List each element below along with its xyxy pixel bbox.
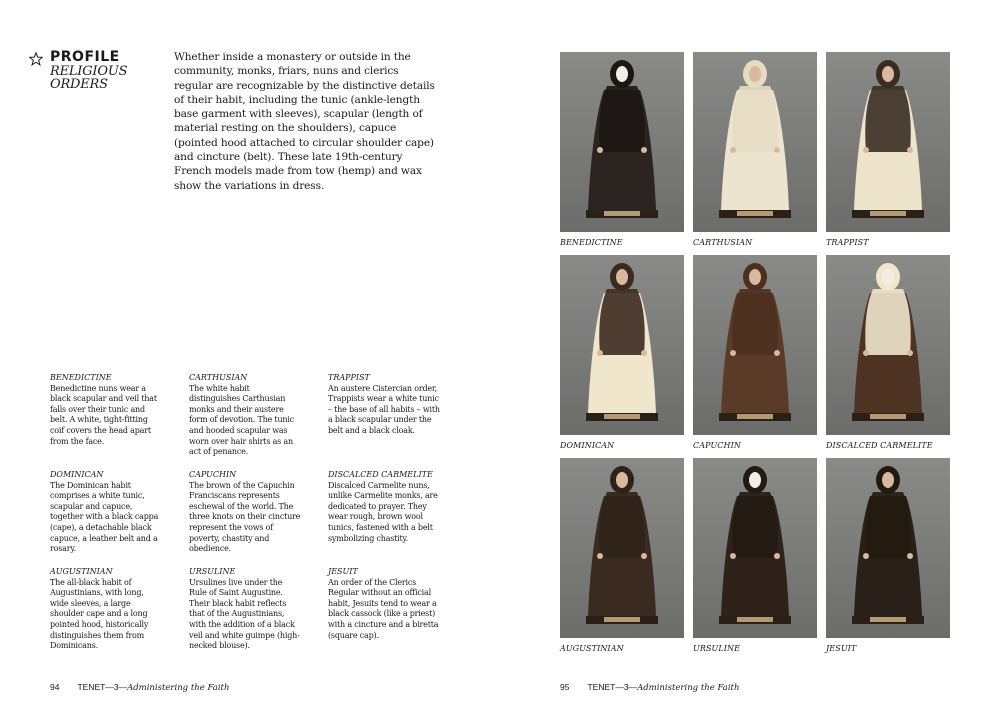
entry-title: AUGUSTINIAN: [50, 567, 113, 576]
entry-title: URSULINE: [189, 567, 236, 576]
figure-caption: CARTHUSIAN: [693, 238, 753, 247]
entry-dominican: [50, 470, 189, 567]
scapular: [599, 492, 644, 558]
figure-caption: TRAPPIST: [826, 238, 869, 247]
entry-title: DISCALCED CARMELITE: [328, 470, 433, 479]
figurine-illustration: [560, 458, 684, 638]
entry-text: The brown of the Capuchin Franciscans represents eschewal of the world. The three knots on their cincture represent the vows of poverty, chastity and obedience.: [189, 480, 301, 554]
entry-capuchin: [189, 470, 328, 567]
entry-discalced-carmelite: [328, 470, 450, 567]
section-label: PROFILE: [50, 49, 120, 65]
running-head: TENET—3—Administering the Faith: [77, 682, 230, 693]
figure-photo: [693, 52, 817, 232]
stand-plaque: [737, 617, 773, 622]
hand: [730, 553, 736, 559]
face: [616, 472, 628, 488]
figure-caption: AUGUSTINIAN: [560, 644, 624, 653]
figure-photo: [826, 52, 950, 232]
stand-plaque: [870, 211, 906, 216]
hand: [730, 350, 736, 356]
face: [882, 66, 894, 82]
figurine-illustration: [693, 255, 817, 435]
figure-grid: [560, 52, 950, 661]
scapular: [599, 289, 644, 355]
scapular: [732, 492, 777, 558]
hand: [907, 553, 913, 559]
scapular: [732, 289, 777, 355]
intro-paragraph: Whether inside a monastery or outside in the community, monks, friars, nuns and clerics regular are recognizable by the distinctive details of their habit, including the tunic (ankle-length base garment with sleeves), scapular (length of material resting on the shoulders), capuce (pointed hood attached to circular shoulder cape) and cincture (belt). These late 19th-century French models made from tow (hemp) and wax show the variations in dress.: [174, 51, 435, 192]
hand: [597, 553, 603, 559]
entry-augustinian: [50, 567, 189, 657]
hand: [863, 147, 869, 153]
section-subtitle: RELIGIOUS ORDERS: [50, 64, 128, 92]
entry-benedictine: [50, 373, 189, 470]
folio-right: [560, 682, 739, 693]
stand-plaque: [870, 617, 906, 622]
entry-text: Benedictine nuns wear a black scapular and veil that falls over their tunic and belt. A white, tight-fitting coif covers the head apart from the face.: [50, 383, 157, 446]
star-icon: [29, 52, 43, 66]
figure-photo: [826, 255, 950, 435]
stand-plaque: [604, 617, 640, 622]
figure-photo: [693, 458, 817, 638]
figure-caption: CAPUCHIN: [693, 441, 741, 450]
hand: [597, 350, 603, 356]
scapular: [865, 289, 910, 355]
face: [749, 269, 761, 285]
scapular: [599, 86, 644, 152]
entry-text: The white habit distinguishes Carthusian monks and their austere form of devotion. The tunic and hooded scapular was worn over hair shirts as an act of penance.: [189, 383, 294, 457]
figurine-illustration: [826, 458, 950, 638]
hand: [641, 553, 647, 559]
face: [616, 269, 628, 285]
page-number: 94: [50, 682, 60, 692]
figure-caption: DISCALCED CARMELITE: [826, 441, 933, 450]
figure-caption: URSULINE: [693, 644, 741, 653]
entry-text: The all-black habit of Augustinians, with long, wide sleeves, a large shoulder cape and a long pointed hood, historically distinguishes them from Dominicans.: [50, 577, 149, 651]
folio-left: [50, 682, 229, 693]
entry-title: CARTHUSIAN: [189, 373, 248, 382]
hand: [774, 350, 780, 356]
figure-photo: [560, 458, 684, 638]
running-head: TENET—3—Administering the Faith: [587, 682, 740, 693]
stand-plaque: [604, 414, 640, 419]
entry-trappist: [328, 373, 450, 470]
entry-title: TRAPPIST: [328, 373, 370, 382]
face: [749, 66, 761, 82]
figurine-illustration: [693, 52, 817, 232]
entry-text: Ursulines live under the Rule of Saint Augustine. Their black habit reflects that of the Augustinians, with the addition of a black veil and white guimpe (high-necked blouse).: [189, 577, 300, 651]
stand-plaque: [737, 211, 773, 216]
hand: [597, 147, 603, 153]
face: [882, 472, 894, 488]
scapular: [865, 86, 910, 152]
entry-text: Discalced Carmelite nuns, unlike Carmelite monks, are dedicated to prayer. They wear rough, brown wool tunics, fastened with a belt symbolizing chastity.: [328, 480, 438, 543]
entry-title: BENEDICTINE: [50, 373, 112, 382]
entry-carthusian: [189, 373, 328, 470]
hand: [774, 553, 780, 559]
stand-plaque: [737, 414, 773, 419]
page-number: 95: [560, 682, 570, 692]
hand: [907, 350, 913, 356]
face: [616, 66, 628, 82]
hand: [730, 147, 736, 153]
hand: [863, 553, 869, 559]
figure-caption: JESUIT: [826, 644, 857, 653]
figure-photo: [560, 52, 684, 232]
entry-title: CAPUCHIN: [189, 470, 237, 479]
hand: [641, 350, 647, 356]
face: [882, 269, 894, 285]
entry-text: An order of the Clerics Regular without an official habit, Jesuits tend to wear a black cassock (like a priest) with a cincture and a biretta (square cap).: [328, 577, 439, 640]
figurine-illustration: [693, 458, 817, 638]
face: [749, 472, 761, 488]
hand: [641, 147, 647, 153]
figurine-illustration: [826, 255, 950, 435]
entry-jesuit: [328, 567, 450, 657]
figurine-illustration: [560, 255, 684, 435]
figure-photo: [826, 458, 950, 638]
figure-caption: DOMINICAN: [560, 441, 615, 450]
entry-ursuline: [189, 567, 328, 657]
order-entries: [50, 373, 450, 657]
figure-photo: [560, 255, 684, 435]
entry-text: An austere Cistercian order, Trappists wear a white tunic – the base of all habits – with a black scapular under the belt and a black cloak.: [328, 383, 440, 435]
figurine-illustration: [826, 52, 950, 232]
scapular: [865, 492, 910, 558]
entry-text: The Dominican habit comprises a white tunic, scapular and capuce, together with a black cappa (cape), a detachable black capuce, a leather belt and a rosary.: [50, 480, 159, 554]
hand: [774, 147, 780, 153]
stand-plaque: [604, 211, 640, 216]
scapular: [732, 86, 777, 152]
hand: [907, 147, 913, 153]
figure-caption: BENEDICTINE: [560, 238, 623, 247]
stand-plaque: [870, 414, 906, 419]
hand: [863, 350, 869, 356]
figure-photo: [693, 255, 817, 435]
entry-title: JESUIT: [328, 567, 358, 576]
figurine-illustration: [560, 52, 684, 232]
entry-title: DOMINICAN: [50, 470, 104, 479]
